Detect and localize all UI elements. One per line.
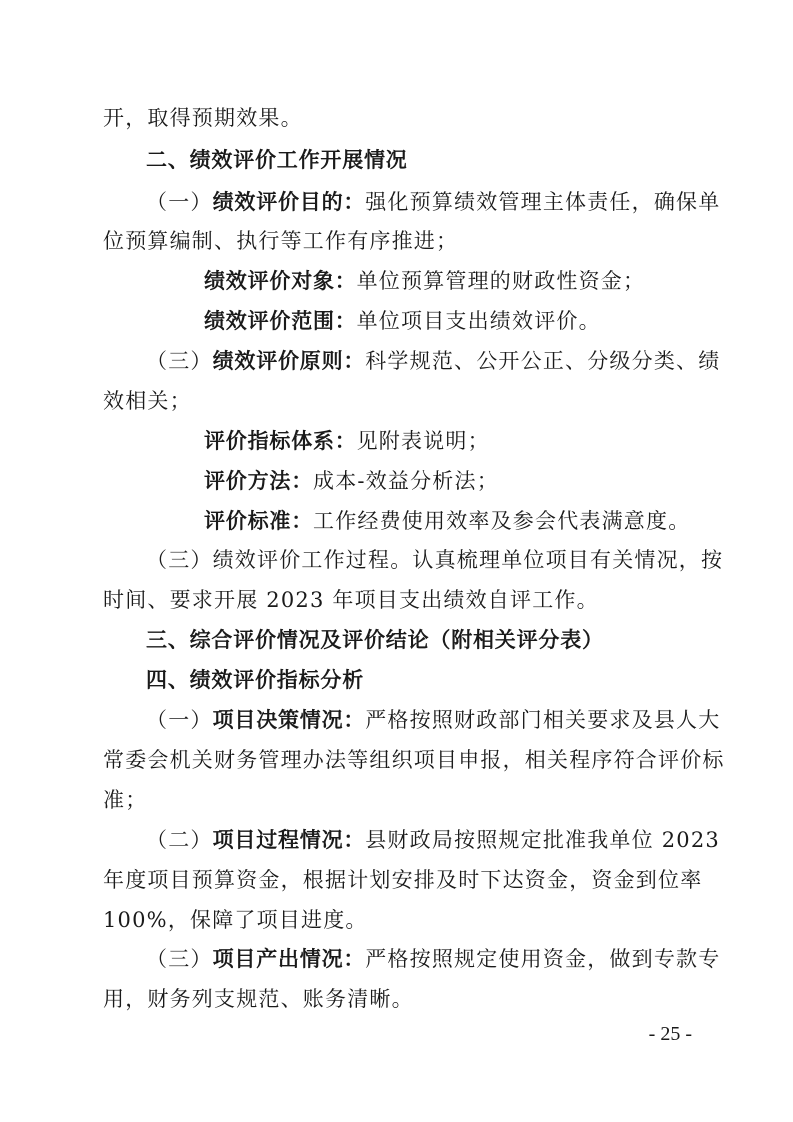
text: （三）绩效评价工作过程。认真梳理单位项目有关情况，按	[146, 548, 724, 572]
paragraph-line	[146, 826, 736, 854]
heading-text: 四、绩效评价指标分析	[146, 668, 364, 692]
paragraph-line	[103, 786, 693, 814]
item-label: 绩效评价原则：	[212, 349, 366, 373]
text: 准；	[103, 788, 148, 812]
item-text: 县财政局按照规定批准我单位 2023	[365, 828, 720, 852]
text: 常委会机关财务管理办法等组织项目申报，相关程序符合评价标	[103, 748, 725, 772]
section-heading	[146, 146, 736, 174]
paragraph-line	[146, 706, 736, 734]
item-text: 单位项目支出绩效评价。	[356, 309, 601, 333]
text: 开，取得预期效果。	[103, 106, 303, 130]
paragraph-line	[103, 746, 725, 774]
paragraph-line	[204, 267, 793, 295]
paragraph-line	[146, 188, 736, 216]
item-text: 严格按照规定使用资金，做到专款专	[365, 947, 721, 971]
paragraph-line	[103, 985, 693, 1013]
paragraph-line	[204, 307, 793, 335]
paragraph-line	[146, 546, 736, 574]
item-text: 严格按照财政部门相关要求及县人大	[365, 708, 721, 732]
item-label: 评价指标体系：	[204, 429, 357, 453]
paragraph-line	[103, 387, 693, 415]
item-prefix: （三）	[146, 947, 213, 971]
section-heading	[146, 626, 736, 654]
text: 100%，保障了项目进度。	[103, 908, 368, 932]
item-label: 项目过程情况：	[212, 828, 366, 852]
item-label: 项目决策情况：	[212, 708, 366, 732]
paragraph-line	[103, 586, 693, 614]
paragraph-line	[146, 945, 736, 973]
item-prefix: （一）	[146, 190, 213, 214]
paragraph-line	[103, 104, 693, 132]
item-text: 见附表说明；	[356, 429, 490, 453]
text: 用，财务列支规范、账务清晰。	[103, 987, 414, 1011]
paragraph-line	[103, 906, 693, 934]
item-label: 绩效评价目的：	[212, 190, 366, 214]
item-prefix: （二）	[146, 828, 213, 852]
paragraph-line	[103, 866, 703, 894]
item-text: 强化预算绩效管理主体责任，确保单	[365, 190, 721, 214]
paragraph-line	[146, 347, 736, 375]
item-prefix: （三）	[146, 349, 213, 373]
text: 效相关；	[103, 389, 192, 413]
paragraph-line	[103, 227, 693, 255]
page-number: - 25 -	[648, 1023, 692, 1045]
item-prefix: （一）	[146, 708, 213, 732]
item-text: 单位预算管理的财政性资金；	[356, 269, 646, 293]
item-label: 绩效评价对象：	[204, 269, 357, 293]
paragraph-line	[204, 467, 793, 495]
paragraph-line	[204, 427, 793, 455]
text: 年度项目预算资金，根据计划安排及时下达资金，资金到位率	[103, 868, 703, 892]
paragraph-line	[204, 507, 793, 535]
text: 位预算编制、执行等工作有序推进；	[103, 229, 459, 253]
item-text: 科学规范、公开公正、分级分类、绩	[365, 349, 721, 373]
section-heading	[146, 666, 736, 694]
item-label: 评价方法：	[204, 469, 313, 493]
text: 时间、要求开展 2023 年项目支出绩效自评工作。	[103, 588, 599, 612]
item-text: 工作经费使用效率及参会代表满意度。	[313, 509, 691, 533]
heading-text: 二、绩效评价工作开展情况	[146, 148, 408, 172]
item-label: 绩效评价范围：	[204, 309, 357, 333]
item-label: 项目产出情况：	[212, 947, 366, 971]
heading-text: 三、综合评价情况及评价结论（附相关评分表）	[146, 628, 604, 652]
item-label: 评价标准：	[204, 509, 313, 533]
item-text: 成本-效益分析法；	[313, 469, 499, 493]
